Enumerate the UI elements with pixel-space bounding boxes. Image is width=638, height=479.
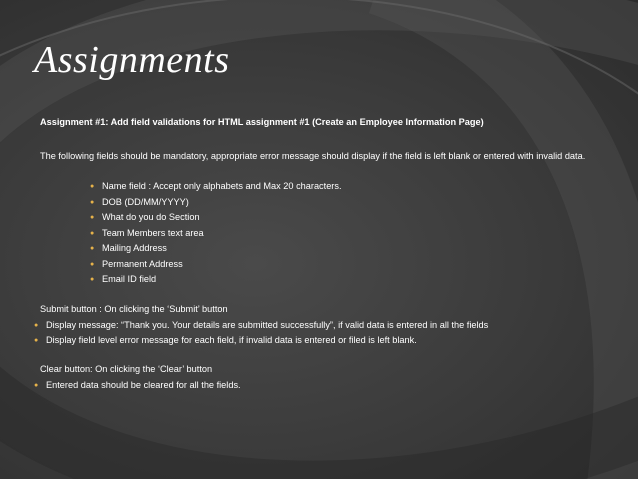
list-item: ● Email ID field	[90, 274, 157, 284]
list-item: ● Permanent Address	[90, 258, 183, 269]
list-item: ● Display field level error message for each field, if invalid data is entered or filed is left blank.	[34, 334, 417, 345]
assignment-heading: Assignment #1: Add field validations for HTML assignment #1 (Create an Employee Information Page)	[40, 117, 484, 127]
list-item: ● Entered data should be cleared for all the fields.	[34, 379, 241, 390]
bullet-icon: ●	[90, 276, 95, 283]
bullet-icon: ●	[34, 381, 39, 389]
list-item: ● Team Members text area	[90, 227, 204, 238]
list-item: ● Mailing Address	[90, 243, 167, 253]
intro-text: The following fields should be mandatory, appropriate error message should display if the field is left blank or entered with invalid data.	[40, 151, 586, 161]
bullet-icon: ●	[90, 229, 95, 237]
bullet-icon: ●	[90, 214, 95, 221]
bullet-icon: ●	[34, 336, 39, 344]
bullet-icon: ●	[90, 198, 95, 206]
clear-button-section-label: Clear button: On clicking the ‘Clear’ button	[40, 363, 213, 374]
submit-button-section-label: Submit button : On clicking the ‘Submit’ button	[40, 303, 228, 314]
list-item: ● Name field : Accept only alphabets and Max 20 characters.	[90, 181, 342, 191]
slide-body	[34, 116, 600, 408]
clear-notes-list	[34, 379, 600, 394]
mandatory-fields-list	[90, 180, 600, 289]
bullet-icon: ●	[34, 321, 39, 329]
list-item: ● DOB (DD/MM/YYYY)	[90, 196, 189, 207]
bullet-icon: ●	[90, 260, 95, 268]
bullet-icon: ●	[90, 245, 95, 252]
list-item: ● What do you do Section	[90, 212, 200, 222]
slide-title: Assignments	[34, 39, 230, 81]
bullet-icon: ●	[90, 183, 95, 190]
list-item: ● Display message: “Thank you. Your details are submitted successfully”, if valid data is entered in all the fields	[34, 319, 489, 330]
submit-notes-list	[34, 319, 600, 349]
